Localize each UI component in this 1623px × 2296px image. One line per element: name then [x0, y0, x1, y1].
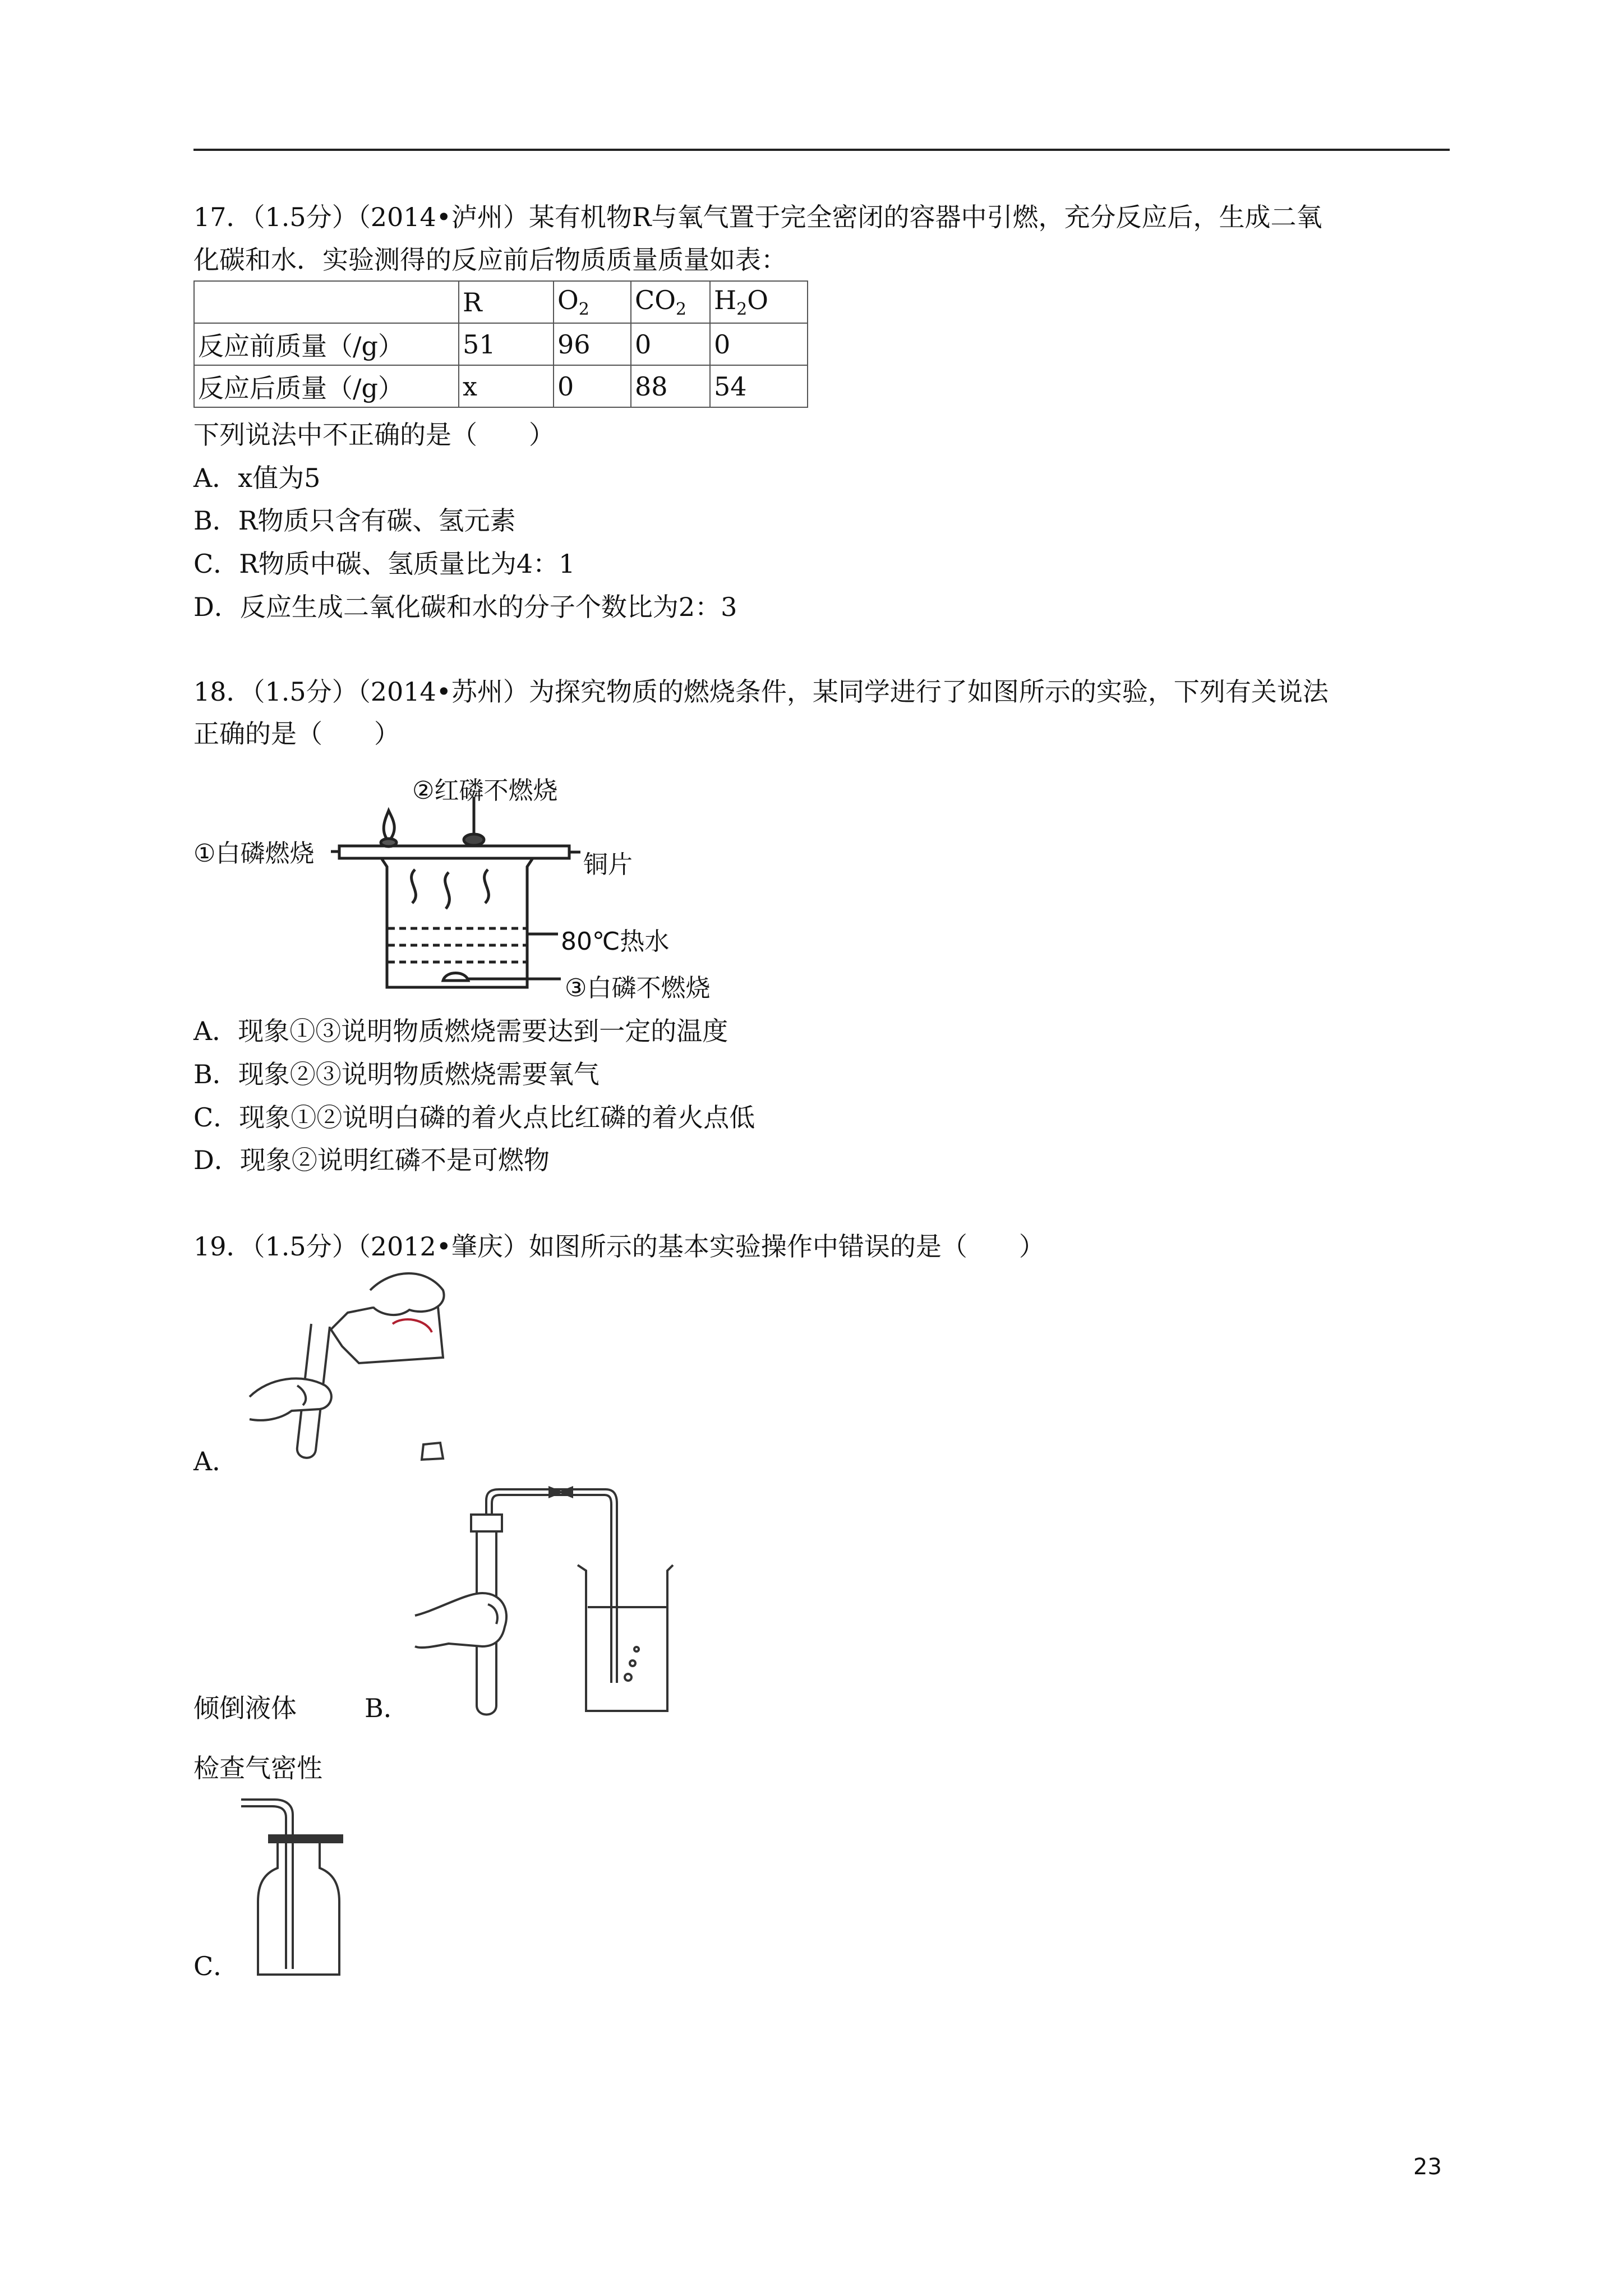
q17-option-c: C．R物质中碳、氢质量比为4：1: [193, 549, 575, 579]
fig-label-copper-sheet: 铜片: [583, 850, 633, 879]
table-cell: 0: [710, 323, 808, 365]
gas-bottle-diagram: [0, 0, 1, 1]
q18-option-b: B．现象②③说明物质燃烧需要氧气: [193, 1059, 600, 1089]
q19-option-c-letter: C．: [193, 1951, 239, 1981]
table-cell: 0: [554, 365, 631, 407]
table-row: [194, 281, 808, 323]
white-phosphorus-icon: [443, 973, 468, 981]
table-cell: 反应前质量（/g）: [194, 323, 459, 365]
q18-option-a: A．现象①③说明物质燃烧需要达到一定的温度: [193, 1016, 728, 1046]
q19-option-a-letter: A．: [193, 1446, 238, 1476]
hand-icon: [415, 1593, 506, 1648]
table-cell: x: [459, 365, 554, 407]
q17-mass-table: [193, 280, 808, 408]
q17-option-b: B．R物质只含有碳、氢元素: [193, 505, 516, 536]
q18-stem-line1: 18．（1.5分）（2014•苏州）为探究物质的燃烧条件，某同学进行了如图所示的实验，下列有关说法: [193, 677, 1329, 707]
q18-stem-line2: 正确的是（ ）: [193, 719, 400, 749]
q17-question: 下列说法中不正确的是（ ）: [193, 420, 555, 450]
q17-option-a: A．x值为5: [193, 463, 321, 493]
table-cell: 54: [710, 365, 808, 407]
q17-option-d: D．反应生成二氧化碳和水的分子个数比为2：3: [193, 592, 737, 622]
fig-label-red-phosphorus: ②红磷不燃烧: [412, 776, 558, 805]
q19-stem: 19．（1.5分）（2012•肇庆）如图所示的基本实验操作中错误的是（ ）: [193, 1231, 1045, 1262]
table-cell: 反应后质量（/g）: [194, 365, 459, 407]
table-cell: $O_2$: [554, 281, 631, 323]
table-cell: [194, 281, 459, 323]
table-cell: $CO_2$: [631, 281, 710, 323]
table-row: [194, 323, 808, 365]
fig-label-hot-water: 80℃热水: [561, 927, 670, 956]
q18-option-d: D．现象②说明红磷不是可燃物: [193, 1145, 550, 1175]
gas-bottle-icon: [258, 1841, 339, 1975]
table-cell: 96: [554, 323, 631, 365]
q19-option-b-caption: 检查气密性: [193, 1753, 322, 1783]
q17-stem-line2: 化碳和水．实验测得的反应前后物质质量质量如表：: [193, 245, 787, 275]
table-row: [194, 365, 808, 407]
stopper-icon: [422, 1443, 443, 1460]
copper-sheet-icon: [339, 846, 569, 858]
flame-icon: [384, 811, 394, 841]
table-cell: 51: [459, 323, 554, 365]
q18-option-c: C．现象①②说明白磷的着火点比红磷的着火点低: [193, 1102, 755, 1133]
fig-label-white-phosphorus-water: ③白磷不燃烧: [565, 974, 711, 1002]
table-cell: R: [459, 281, 554, 323]
table-cell: $H_2O$: [710, 281, 808, 323]
q17-stem-line1: 17．（1.5分）（2014•泸州）某有机物R与氧气置于完全密闭的容器中引燃，充分反应后，生成二氧: [193, 202, 1322, 232]
red-phosphorus-icon: [464, 834, 484, 845]
header-rule: [193, 149, 1450, 151]
q19-option-a-caption: 倾倒液体: [193, 1693, 297, 1723]
beaker-icon: [381, 858, 533, 987]
table-cell: 88: [631, 365, 710, 407]
table-cell: 0: [631, 323, 710, 365]
stopper-icon: [471, 1515, 502, 1531]
q19-option-b-letter: B．: [365, 1693, 409, 1723]
fig-label-white-phosphorus: ①白磷燃烧: [193, 839, 315, 868]
beaker-icon: [578, 1565, 673, 1711]
page-number: 23: [1413, 2154, 1442, 2180]
